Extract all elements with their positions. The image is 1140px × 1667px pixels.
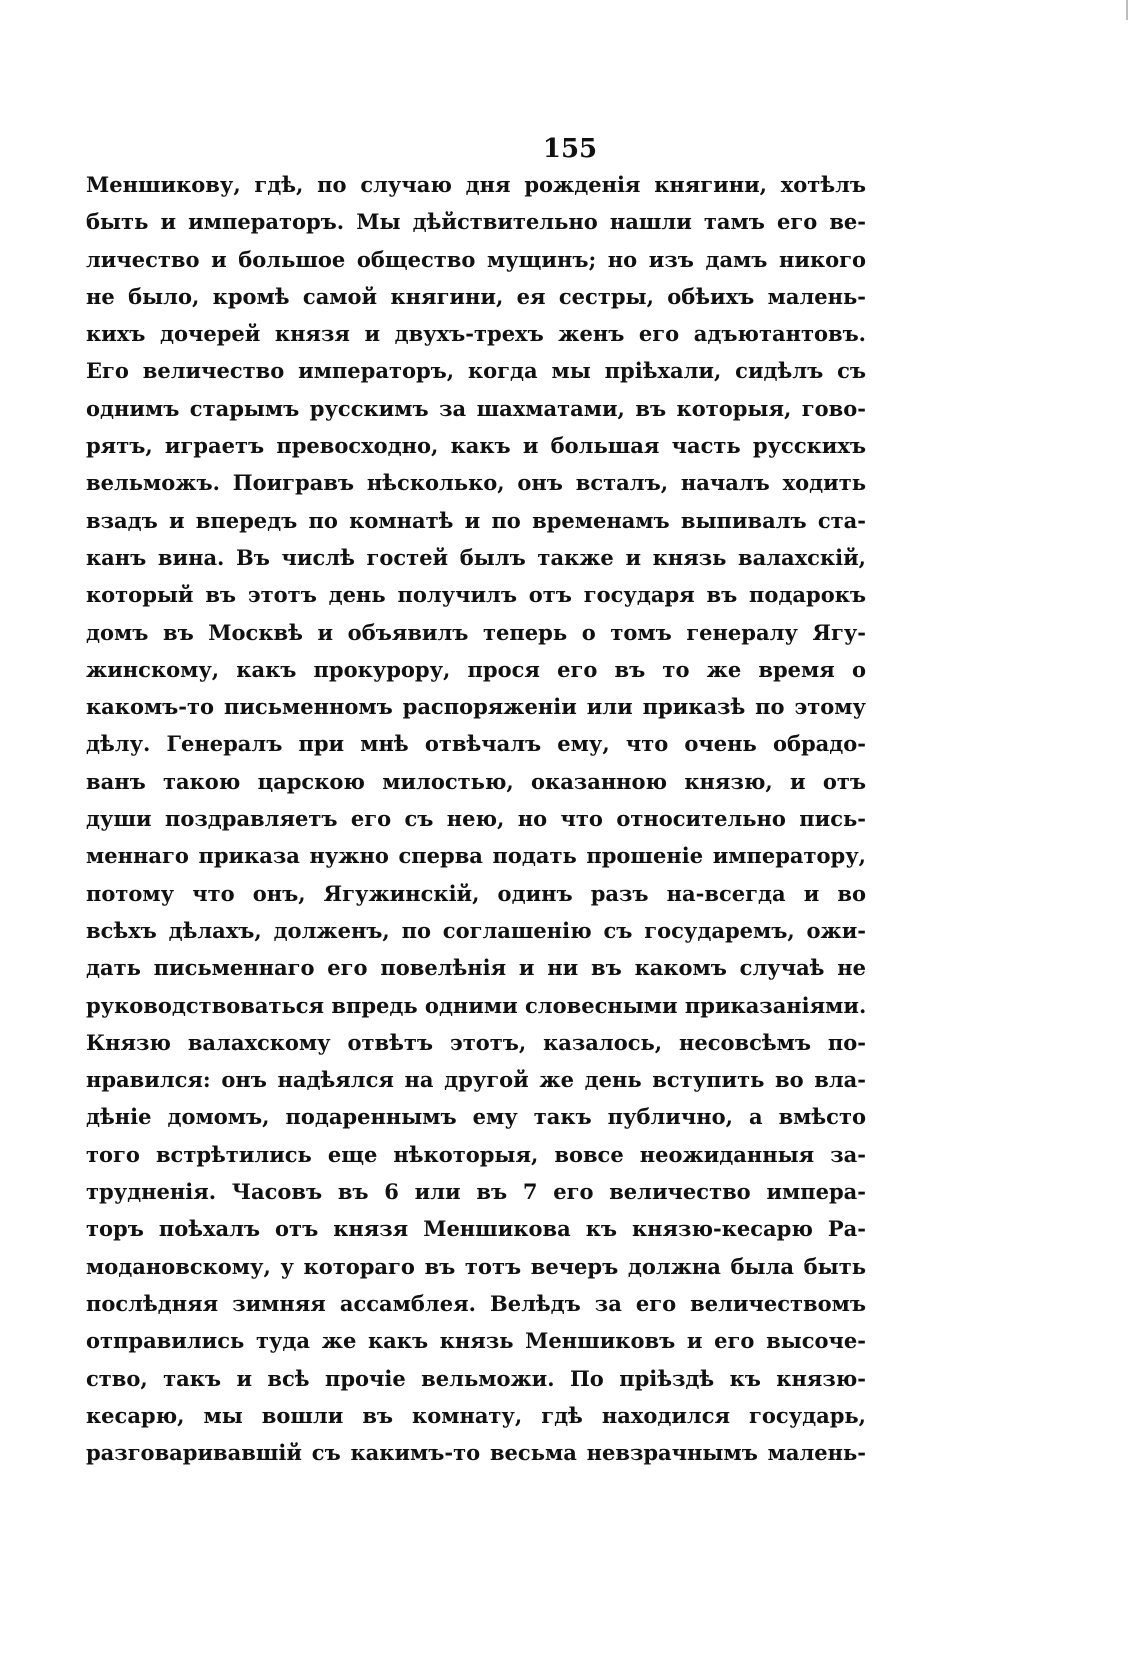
text-line: быть и императоръ. Мы дѣйствительно нашли тамъ его ве- bbox=[86, 209, 866, 235]
text-line: ство, такъ и всѣ прочіе вельможи. По пріѣздѣ къ князю- bbox=[86, 1365, 866, 1391]
text-line: жинскому, какъ прокурору, прося его въ то же время о bbox=[86, 656, 866, 682]
text-line: дѣніе домомъ, подареннымъ ему такъ публично, а вмѣсто bbox=[86, 1104, 866, 1130]
text-line: кихъ дочерей князя и двухъ-трехъ женъ его адъютантовъ. bbox=[86, 321, 866, 347]
text-line: дать письменнаго его повелѣнія и ни въ какомъ случаѣ не bbox=[86, 955, 866, 981]
text-line: дѣлу. Генералъ при мнѣ отвѣчалъ ему, что очень обрадо- bbox=[86, 731, 866, 757]
text-line: отправились туда же какъ князь Меншиковъ и его высоче- bbox=[86, 1328, 866, 1354]
text-line: торъ поѣхалъ отъ князя Меншикова къ князю-кесарю Ра- bbox=[86, 1216, 866, 1242]
text-line: Его величество императоръ, когда мы пріѣхали, сидѣлъ съ bbox=[86, 358, 866, 384]
text-line: души поздравляетъ его съ нею, но что относительно пись- bbox=[86, 806, 866, 832]
text-line: однимъ старымъ русскимъ за шахматами, въ которыя, гово- bbox=[86, 395, 866, 421]
text-line: нравился: онъ надѣялся на другой же день вступить во вла- bbox=[86, 1067, 866, 1093]
text-line: не было, кромѣ самой княгини, ея сестры, обѣихъ малень- bbox=[86, 283, 866, 309]
text-line: домъ въ Москвѣ и объявилъ теперь о томъ генералу Ягу- bbox=[86, 619, 866, 645]
text-line: Князю валахскому отвѣтъ этотъ, казалось, несовсѣмъ по- bbox=[86, 1029, 866, 1055]
text-line: того встрѣтились еще нѣкоторыя, вовсе неожиданныя за- bbox=[86, 1141, 866, 1167]
text-line: личество и большое общество мущинъ; но изъ дамъ никого bbox=[86, 246, 866, 272]
text-line: взадъ и впередъ по комнатѣ и по временамъ выпивалъ ста- bbox=[86, 507, 866, 533]
text-line: кесарю, мы вошли въ комнату, гдѣ находился государь, bbox=[86, 1402, 866, 1428]
text-line: ванъ такою царскою милостью, оказанною князю, и отъ bbox=[86, 768, 866, 794]
text-line: послѣдняя зимняя ассамблея. Велѣдъ за его величествомъ bbox=[86, 1290, 866, 1316]
text-line: руководствоваться впредь одними словесными приказаніями. bbox=[86, 992, 866, 1018]
text-line: рятъ, играетъ превосходно, какъ и большая часть русскихъ bbox=[86, 433, 866, 459]
text-line: канъ вина. Въ числѣ гостей былъ также и князь валахскій, bbox=[86, 544, 866, 570]
text-line: Меншикову, гдѣ, по случаю дня рожденія княгини, хотѣлъ bbox=[86, 172, 866, 197]
text-line: модановскому, у котораго въ тотъ вечеръ должна была быть bbox=[86, 1253, 866, 1279]
scan-edge-mark bbox=[1126, 0, 1128, 20]
body-text bbox=[86, 166, 866, 1471]
text-line: потому что онъ, Ягужинскій, одинъ разъ на-всегда и во bbox=[86, 880, 866, 906]
text-line: трудненія. Часовъ въ 6 или въ 7 его величество импера- bbox=[86, 1179, 866, 1205]
text-line: какомъ-то письменномъ распоряженіи или приказѣ по этому bbox=[86, 694, 866, 720]
text-line: разговаривавшій съ какимъ-то весьма невзрачнымъ малень- bbox=[86, 1440, 866, 1466]
text-line: вельможъ. Поигравъ нѣсколько, онъ всталъ, началъ ходить bbox=[86, 470, 866, 496]
page-number: 155 bbox=[542, 134, 598, 164]
text-line: всѣхъ дѣлахъ, долженъ, по соглашенію съ государемъ, ожи- bbox=[86, 917, 866, 943]
text-line: меннаго приказа нужно сперва подать прошеніе императору, bbox=[86, 843, 866, 869]
text-line: который въ этотъ день получилъ отъ государя въ подарокъ bbox=[86, 582, 866, 608]
